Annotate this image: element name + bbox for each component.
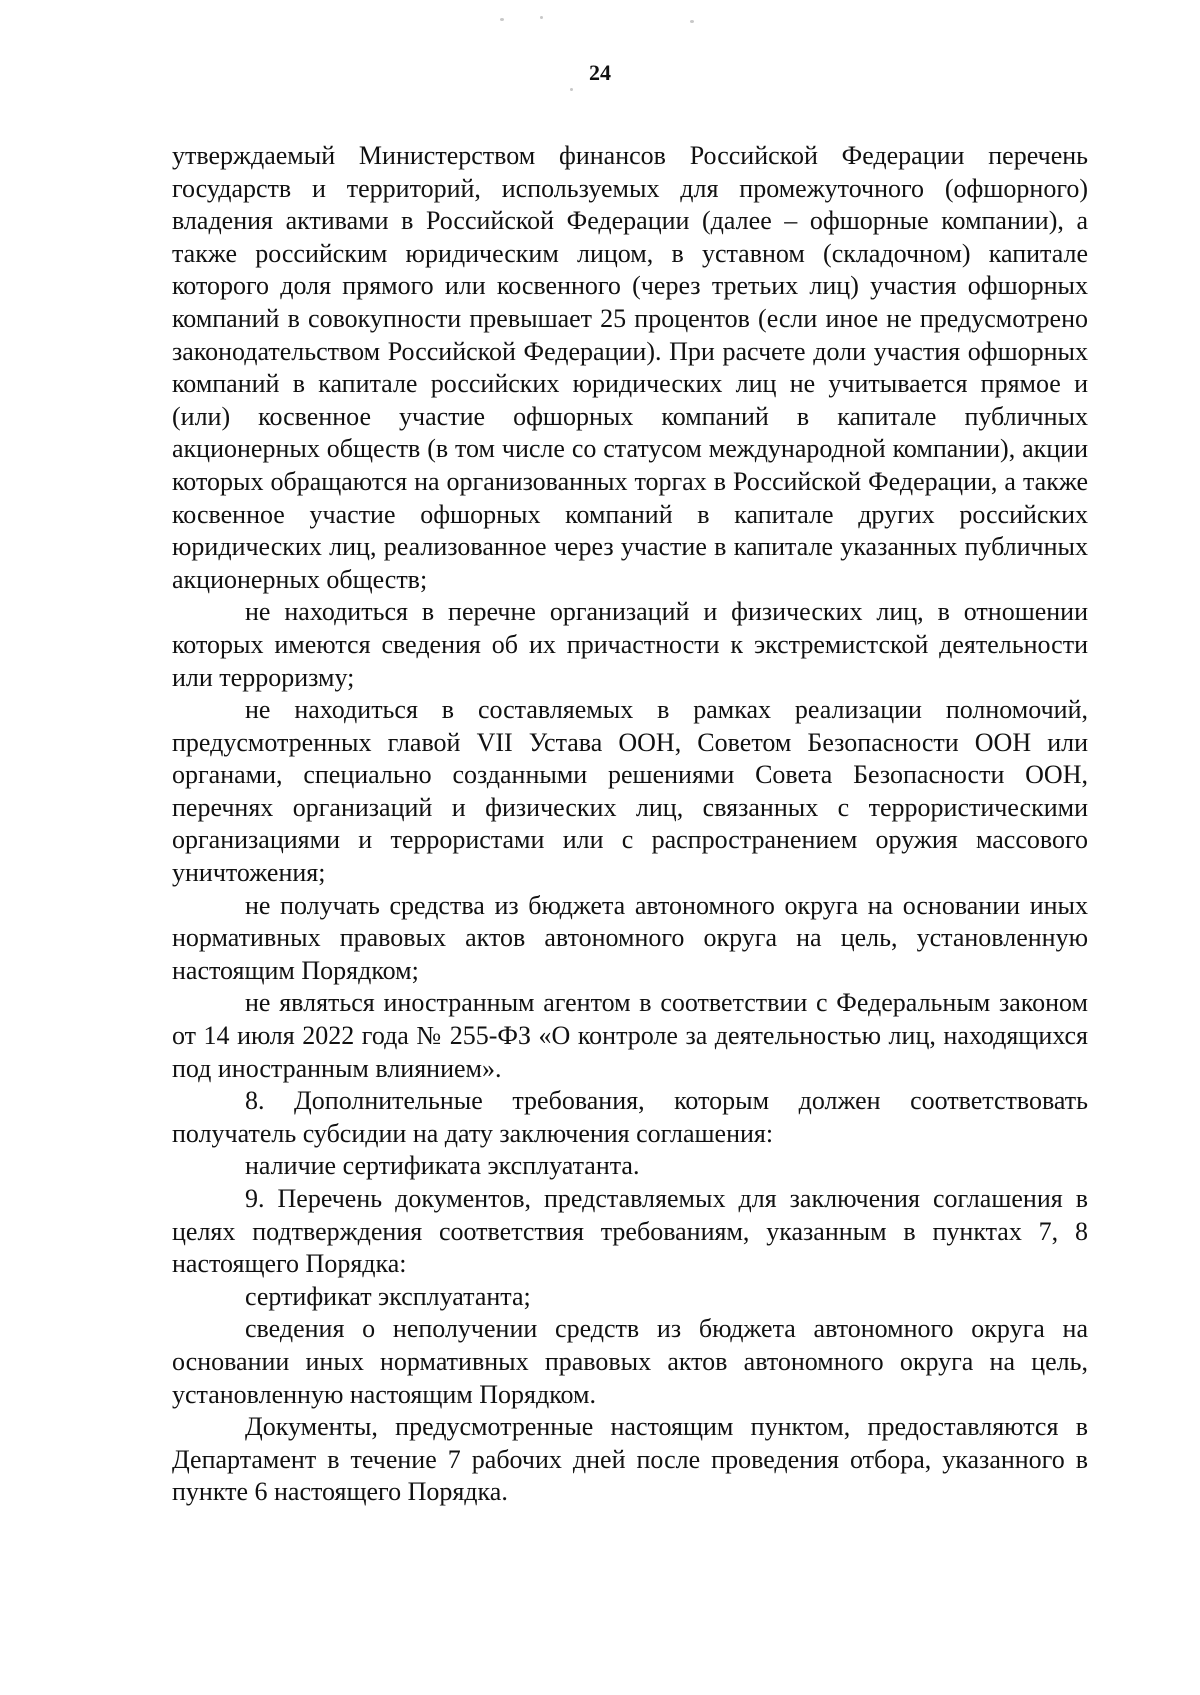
paragraph-submission-deadline: Документы, предусмотренные настоящим пунктом, предоставляются в Департамент в течение 7 рабочих дней после проведения отбора, указанного в пункте 6 настоящего Порядка.: [172, 1412, 1088, 1507]
paragraph-un-sanctions: не находиться в составляемых в рамках реализации полномочий, предусмотренных главой VII Устава ООН, Советом Безопасности ООН или органами, специально созданными решениями Совета Безопасности ООН, перечнях организаций и физических лиц, связанных с террористическими организациями и террористами или с распространением оружия массового уничтожения;: [172, 695, 1088, 888]
scan-speck: [570, 88, 573, 91]
scan-speck: [690, 20, 694, 23]
paragraph-offshore-continuation: утверждаемый Министерством финансов Российской Федерации перечень государств и территорий, используемых для промежуточного (офшорного) владения активами в Российской Федерации (далее – офшорные компании), а также российским юридическим лицом, в уставном (складочном) капитале которого доля прямого или косвенного (через третьих лиц) участия офшорных компаний в совокупности превышает 25 процентов (если иное не предусмотрено законодательством Российской Федерации). При расчете доли участия офшорных компаний в капитале российских юридических лиц не учитывается прямое и (или) косвенное участие офшорных компаний в капитале публичных акционерных обществ (в том числе со статусом международной компании), акции которых обращаются на организованных торгах в Российской Федерации, а также косвенное участие офшорных компаний в капитале других российских юридических лиц, реализованное через участие в капитале указанных публичных акционерных обществ;: [172, 141, 1088, 594]
page-number: 24: [589, 60, 611, 85]
paragraph-no-budget-funds: не получать средства из бюджета автономного округа на основании иных нормативных правовых актов автономного округа на цель, установленную настоящим Порядком;: [172, 890, 1088, 985]
paragraph-extremism-list: не находиться в перечне организаций и физических лиц, в отношении которых имеются сведения об их причастности к экстремистской деятельности или терроризму;: [172, 597, 1088, 692]
paragraph-no-funds-statement: сведения о неполучении средств из бюджета автономного округа на основании иных нормативных правовых актов автономного округа на цель, установленную настоящим Порядком.: [172, 1314, 1088, 1409]
paragraph-item-9: 9. Перечень документов, представляемых для заключения соглашения в целях подтверждения соответствия требованиям, указанным в пунктах 7, 8 настоящего Порядка:: [172, 1184, 1088, 1279]
scan-speck: [540, 16, 543, 19]
paragraph-item-8: 8. Дополнительные требования, которым должен соответствовать получатель субсидии на дату заключения соглашения:: [172, 1086, 1088, 1148]
paragraph-operator-certificate: наличие сертификата эксплуатанта.: [245, 1151, 640, 1181]
document-body: [172, 140, 1088, 1509]
paragraph-certificate-doc: сертификат эксплуатанта;: [245, 1281, 531, 1311]
paragraph-foreign-agent: не являться иностранным агентом в соответствии с Федеральным законом от 14 июля 2022 года № 255-ФЗ «О контроле за деятельностью лиц, находящихся под иностранным влиянием».: [172, 988, 1088, 1083]
scan-speck: [500, 18, 504, 21]
